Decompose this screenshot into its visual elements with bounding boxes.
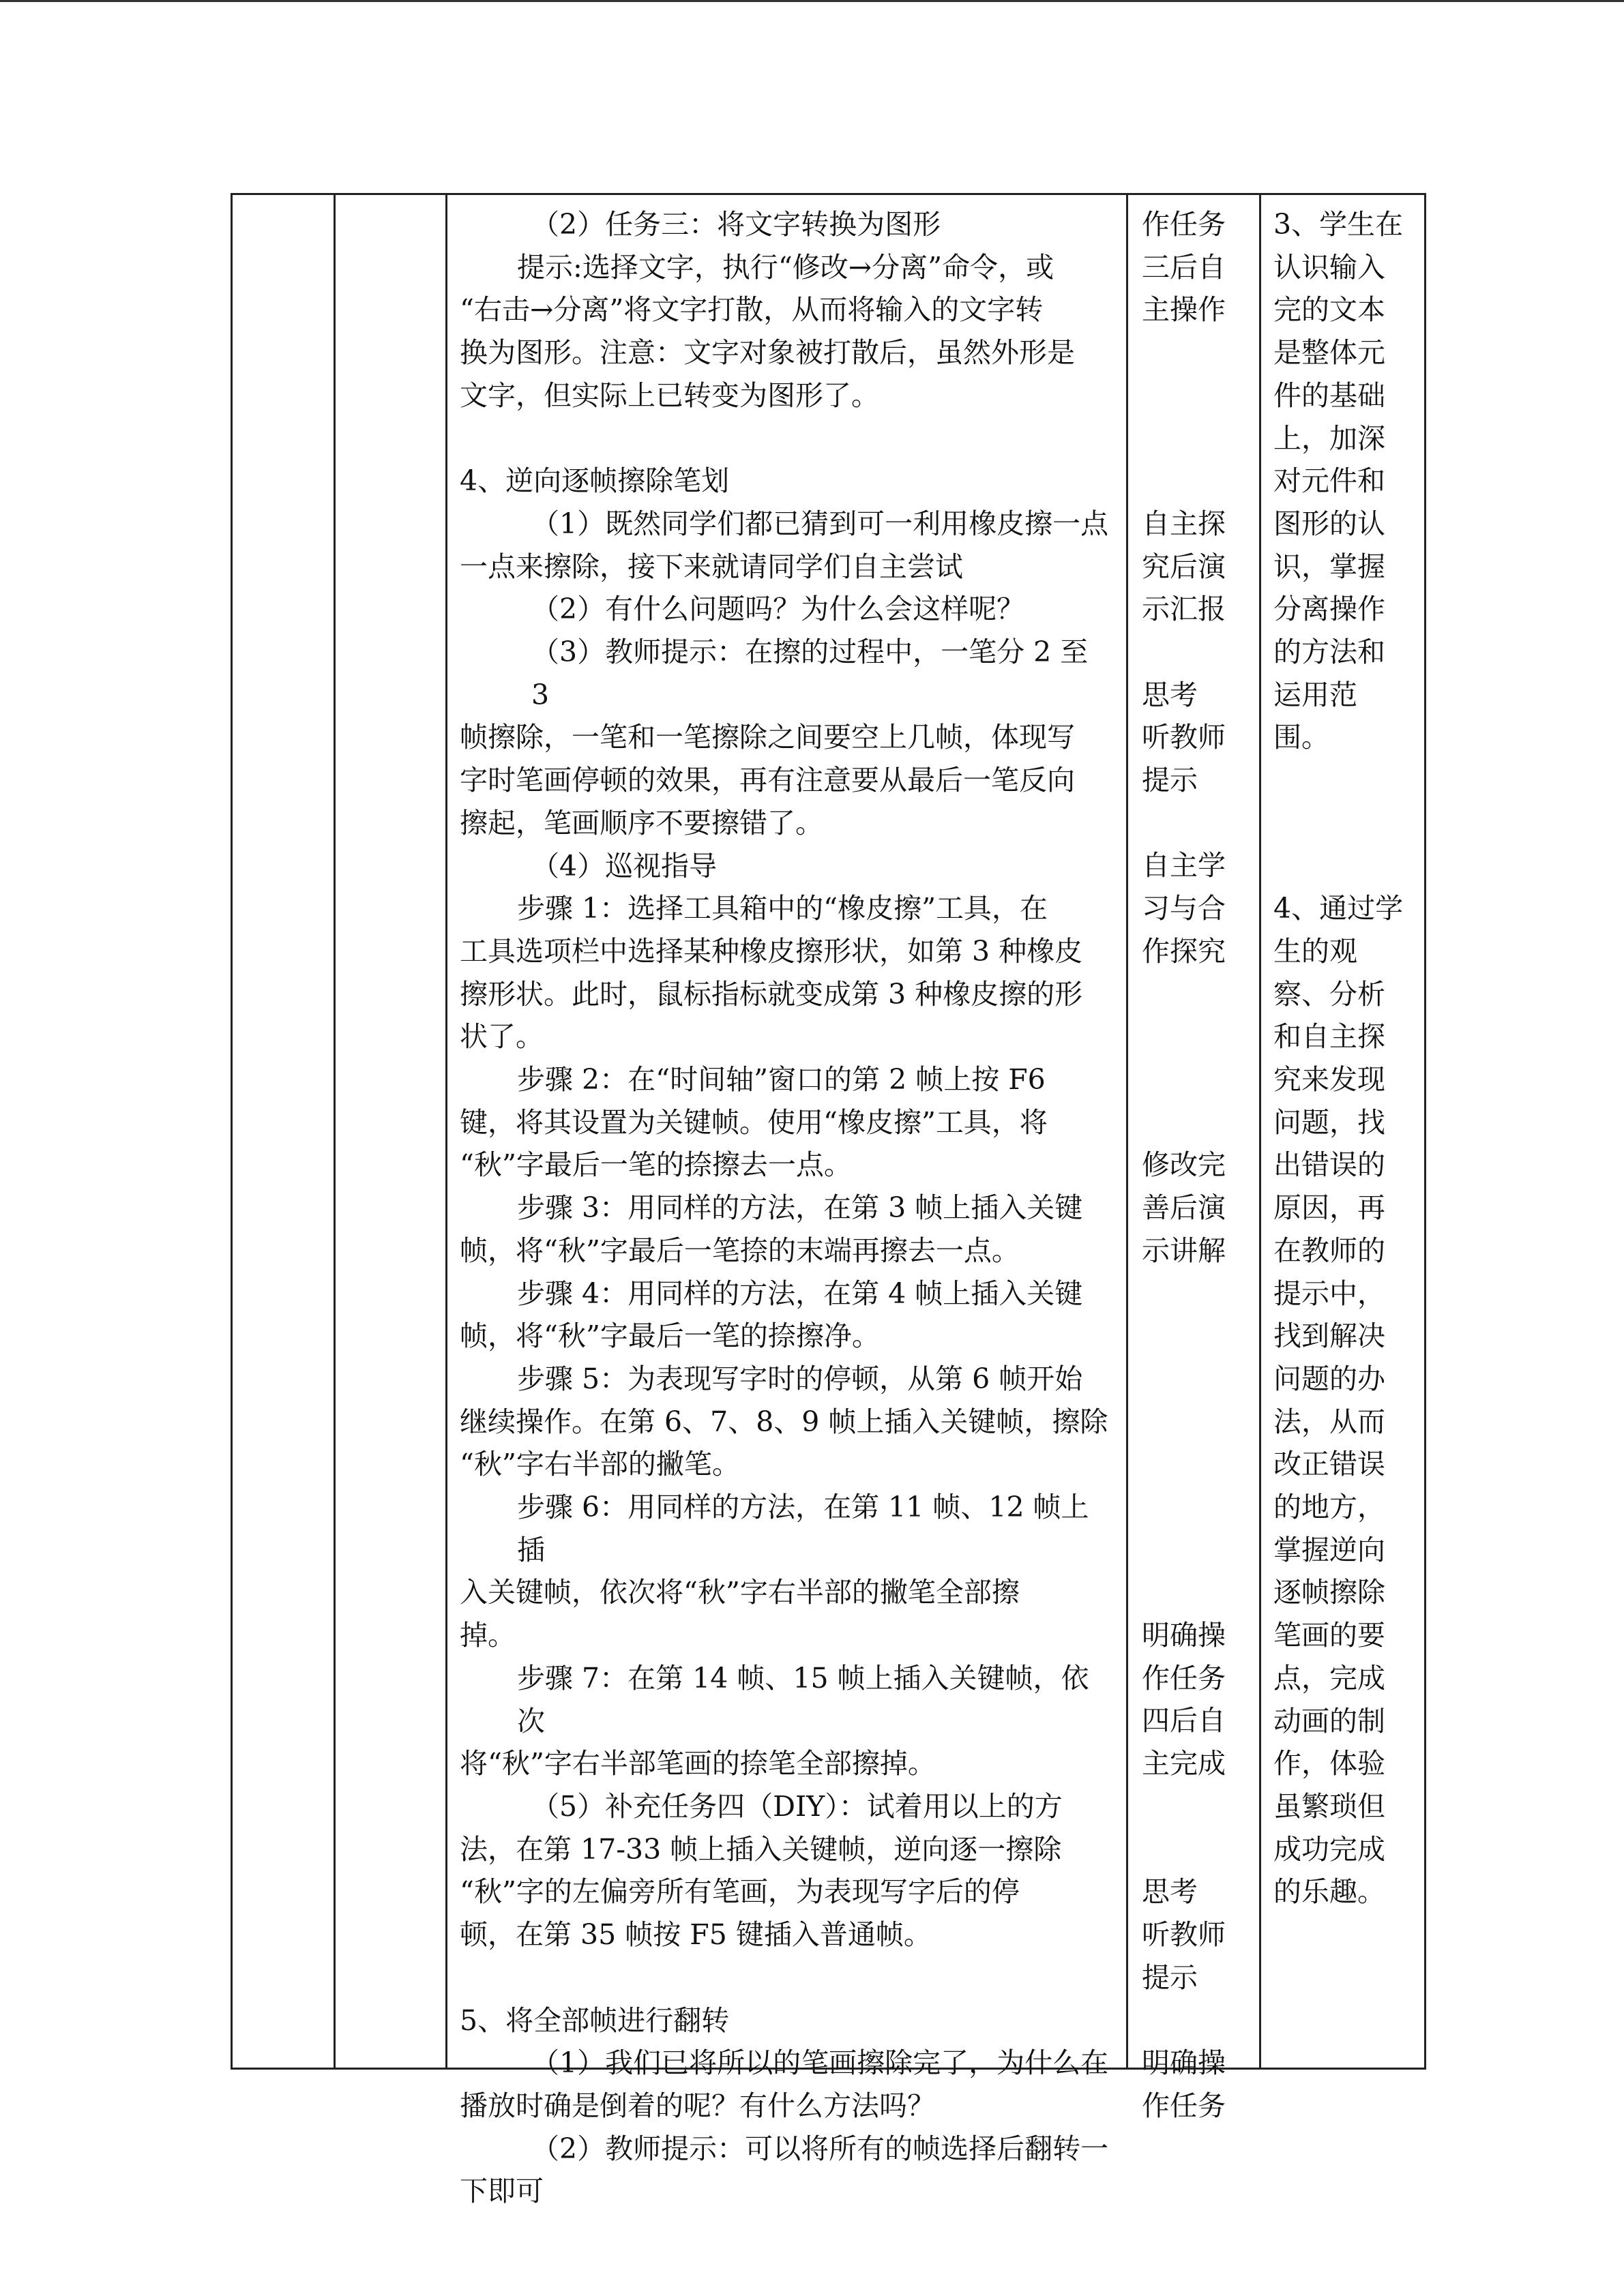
- main-text-line: [460, 417, 1114, 460]
- main-text-line: 步骤 7：在第 14 帧、15 帧上插入关键帧，依次: [517, 1661, 1089, 1738]
- activity-text-line: [1142, 631, 1244, 674]
- main-text-line: 擦起，笔画顺序不要擦错了。: [460, 806, 823, 839]
- activity-text-line: [1142, 1315, 1244, 1358]
- goal-text-line: 围。: [1273, 721, 1329, 754]
- goal-text-line: 逐帧擦除: [1273, 1576, 1385, 1609]
- activity-text-line: 思考: [1142, 1875, 1198, 1909]
- activity-text-line: 善后演: [1142, 1191, 1226, 1225]
- lesson-table: [231, 193, 1426, 2208]
- activity-text-line: [1142, 1443, 1244, 1486]
- activity-text-line: [1142, 1999, 1244, 2042]
- main-text-line: 播放时确是倒着的呢？有什么方法吗？: [460, 2089, 935, 2122]
- main-text-line: 将“秋”字右半部笔画的捺笔全部擦掉。: [460, 1747, 936, 1780]
- main-text-line: “秋”字的左偏旁所有笔画，为表现写字后的停: [460, 1875, 1020, 1909]
- activity-text-line: 示汇报: [1142, 593, 1226, 626]
- activity-text-line: 明确操: [1142, 1618, 1226, 1652]
- main-text-line: （1）我们已将所以的笔画擦除完了，为什么在: [531, 2046, 1109, 2080]
- main-text-line: （3）教师提示：在擦的过程中，一笔分 2 至 3: [531, 636, 1097, 711]
- main-text-line: [460, 1956, 1114, 1999]
- activity-text-line: [1142, 1101, 1244, 1144]
- column-divider: [1259, 195, 1261, 2068]
- main-text-line: 顿，在第 35 帧按 F5 键插入普通帧。: [460, 1918, 932, 1952]
- main-text-line: （4）巡视指导: [531, 849, 718, 882]
- main-text-line: 帧擦除，一笔和一笔擦除之间要空上几帧，体现写: [460, 721, 1075, 754]
- goal-text-line: 提示中，: [1273, 1277, 1385, 1310]
- goal-text-line: 出错误的: [1273, 1148, 1385, 1182]
- main-text-line: （2）任务三：将文字转换为图形: [531, 208, 941, 241]
- activity-text-line: 明确操: [1142, 2046, 1226, 2079]
- goal-text-line: [1273, 802, 1423, 845]
- activity-text-line: 提示: [1142, 1960, 1198, 1994]
- activity-text-line: [1142, 1486, 1244, 1529]
- activity-text-line: [1142, 1785, 1244, 1828]
- activity-text-line: 自主学: [1142, 849, 1226, 882]
- activity-text-line: 听教师: [1142, 1918, 1226, 1951]
- goal-text-line: 是整体元: [1273, 336, 1385, 370]
- main-text-line: 步骤 3：用同样的方法，在第 3 帧上插入关键: [517, 1191, 1083, 1225]
- main-text-line: 帧，将“秋”字最后一笔捺的末端再擦去一点。: [460, 1234, 1020, 1267]
- goal-text-line: 识，掌握: [1273, 550, 1385, 583]
- goal-text-line: 的地方，: [1273, 1491, 1385, 1524]
- teaching-content-cell: [460, 203, 1114, 2213]
- activity-text-line: [1142, 1272, 1244, 1315]
- main-text-line: 下即可: [460, 2175, 544, 2208]
- main-text-line: 提示:选择文字，执行“修改→分离”命令，或: [517, 250, 1054, 284]
- goal-text-line: 对元件和: [1273, 464, 1385, 498]
- activity-text-line: 作探究: [1142, 934, 1226, 968]
- goal-text-line: 法，从而: [1273, 1405, 1385, 1438]
- activity-text-line: 修改完: [1142, 1148, 1226, 1182]
- main-text-line: 步骤 1：选择工具箱中的“橡皮擦”工具，在: [517, 892, 1048, 925]
- goal-text-line: 在教师的: [1273, 1234, 1385, 1267]
- main-text-line: 步骤 2：在“时间轴”窗口的第 2 帧上按 F6: [517, 1063, 1046, 1097]
- main-text-line: （1）既然同学们都已猜到可一利用橡皮擦一点: [531, 507, 1109, 540]
- activity-text-line: [1142, 331, 1244, 374]
- activity-text-line: 主操作: [1142, 293, 1226, 327]
- activity-text-line: 提示: [1142, 764, 1198, 797]
- activity-text-line: 四后自: [1142, 1704, 1226, 1738]
- goal-text-line: 的方法和: [1273, 636, 1385, 669]
- column-divider: [334, 195, 336, 2068]
- goal-text-line: 3、学生在: [1273, 208, 1404, 241]
- goal-text-line: [1273, 759, 1423, 802]
- goal-text-line: 4、通过学: [1273, 892, 1404, 925]
- goal-text-line: 生的观: [1273, 934, 1357, 968]
- activity-text-line: [1142, 1058, 1244, 1101]
- main-text-line: 字时笔画停顿的效果，再有注意要从最后一笔反向: [460, 764, 1075, 797]
- main-text-line: 入关键帧，依次将“秋”字右半部的撇笔全部擦: [460, 1576, 1020, 1609]
- activity-text-line: [1142, 417, 1244, 460]
- main-text-line: 键，将其设置为关键帧。使用“橡皮擦”工具，将: [460, 1105, 1048, 1139]
- main-text-line: 掉。: [460, 1619, 516, 1652]
- activity-text-line: 作任务: [1142, 208, 1226, 241]
- goal-text-line: 件的基础: [1273, 378, 1385, 412]
- main-text-line: 法，在第 17-33 帧上插入关键帧，逆向逐一擦除: [460, 1832, 1062, 1866]
- goal-text-line: 问题，找: [1273, 1105, 1385, 1139]
- goal-text-line: 上，加深: [1273, 421, 1385, 455]
- goal-text-line: [1273, 845, 1423, 888]
- goal-text-line: 作，体验: [1273, 1747, 1385, 1780]
- activity-text-line: 作任务: [1142, 2089, 1226, 2122]
- main-text-line: 工具选项栏中选择某种橡皮擦形状，如第 3 种橡皮: [460, 934, 1083, 968]
- goal-text-line: 点，完成: [1273, 1661, 1385, 1695]
- goal-text-line: 究来发现: [1273, 1063, 1385, 1097]
- activity-text-line: [1142, 1400, 1244, 1443]
- goal-text-line: 原因，再: [1273, 1191, 1385, 1225]
- goal-text-line: 掌握逆向: [1273, 1533, 1385, 1566]
- goal-text-line: 成功完成: [1273, 1832, 1385, 1866]
- main-text-line: 擦形状。此时，鼠标指标就变成第 3 种橡皮擦的形: [460, 977, 1083, 1011]
- main-text-line: 帧，将“秋”字最后一笔的捺擦净。: [460, 1320, 880, 1353]
- main-text-line: 步骤 6：用同样的方法，在第 11 帧、12 帧上插: [517, 1491, 1089, 1566]
- activity-text-line: 自主探: [1142, 507, 1226, 540]
- goal-text-line: 笔画的要: [1273, 1619, 1385, 1652]
- goal-text-line: 虽繁琐但: [1273, 1789, 1385, 1823]
- main-text-line: （2）有什么问题吗？为什么会这样呢？: [531, 593, 1025, 626]
- goal-text-line: 察、分析: [1273, 977, 1385, 1011]
- main-text-line: “右击→分离”将文字打散，从而将输入的文字转: [460, 293, 1044, 327]
- goal-text-line: 改正错误: [1273, 1448, 1385, 1481]
- activity-text-line: [1142, 1358, 1244, 1401]
- main-text-line: （5）补充任务四（DIY）：试着用以上的方: [531, 1790, 1063, 1823]
- goal-text-line: 分离操作: [1273, 593, 1385, 626]
- activity-text-line: [1142, 973, 1244, 1016]
- goal-text-line: 图形的认: [1273, 507, 1385, 540]
- activity-text-line: [1142, 1529, 1244, 1572]
- activity-text-line: 听教师: [1142, 721, 1226, 754]
- main-text-line: 步骤 4：用同样的方法，在第 4 帧上插入关键: [517, 1277, 1083, 1310]
- activity-text-line: [1142, 802, 1244, 845]
- main-text-line: 文字，但实际上已转变为图形了。: [460, 378, 879, 412]
- goal-text-line: 问题的办: [1273, 1362, 1385, 1395]
- activity-text-line: 示讲解: [1142, 1234, 1226, 1267]
- activity-text-line: 主完成: [1142, 1747, 1226, 1780]
- main-text-line: 换为图形。注意：文字对象被打散后，虽然外形是: [460, 336, 1075, 370]
- goal-text-line: 认识输入: [1273, 250, 1385, 284]
- activity-text-line: 三后自: [1142, 250, 1226, 284]
- activity-text-line: 作任务: [1142, 1661, 1226, 1695]
- activity-text-line: [1142, 1828, 1244, 1870]
- activity-text-line: [1142, 1571, 1244, 1614]
- main-text-line: 步骤 5：为表现写字时的停顿，从第 6 帧开始: [517, 1362, 1083, 1395]
- main-text-line: 4、逆向逐帧擦除笔划: [460, 464, 730, 498]
- goal-text-line: 找到解决: [1273, 1320, 1385, 1353]
- main-text-line: “秋”字最后一笔的捺擦去一点。: [460, 1148, 852, 1182]
- main-text-line: 状了。: [460, 1020, 544, 1054]
- activity-text-line: 思考: [1142, 678, 1198, 711]
- goal-text-line: 运用范: [1273, 678, 1357, 711]
- goal-text-line: 完的文本: [1273, 293, 1385, 327]
- main-text-line: 继续操作。在第 6、7、8、9 帧上插入关键帧，擦除: [460, 1405, 1108, 1438]
- activity-text-line: [1142, 374, 1244, 417]
- main-text-line: 5、将全部帧进行翻转: [460, 2003, 730, 2037]
- activity-text-line: 习与合: [1142, 892, 1226, 925]
- activity-text-line: [1142, 1015, 1244, 1058]
- activity-text-line: [1142, 460, 1244, 503]
- student-activity-cell: [1142, 203, 1244, 2127]
- main-text-line: （2）教师提示：可以将所有的帧选择后翻转一: [531, 2132, 1109, 2165]
- page-top-rule: [0, 0, 1624, 2]
- column-divider: [445, 195, 447, 2068]
- goal-text-line: 的乐趣。: [1273, 1875, 1385, 1909]
- main-text-line: “秋”字右半部的撇笔。: [460, 1448, 740, 1481]
- column-divider: [1126, 195, 1128, 2068]
- goal-text-line: 动画的制: [1273, 1704, 1385, 1738]
- goal-text-line: 和自主探: [1273, 1020, 1385, 1054]
- main-text-line: 一点来擦除，接下来就请同学们自主尝试: [460, 550, 963, 583]
- design-intent-cell: [1273, 203, 1423, 1913]
- activity-text-line: 究后演: [1142, 550, 1226, 583]
